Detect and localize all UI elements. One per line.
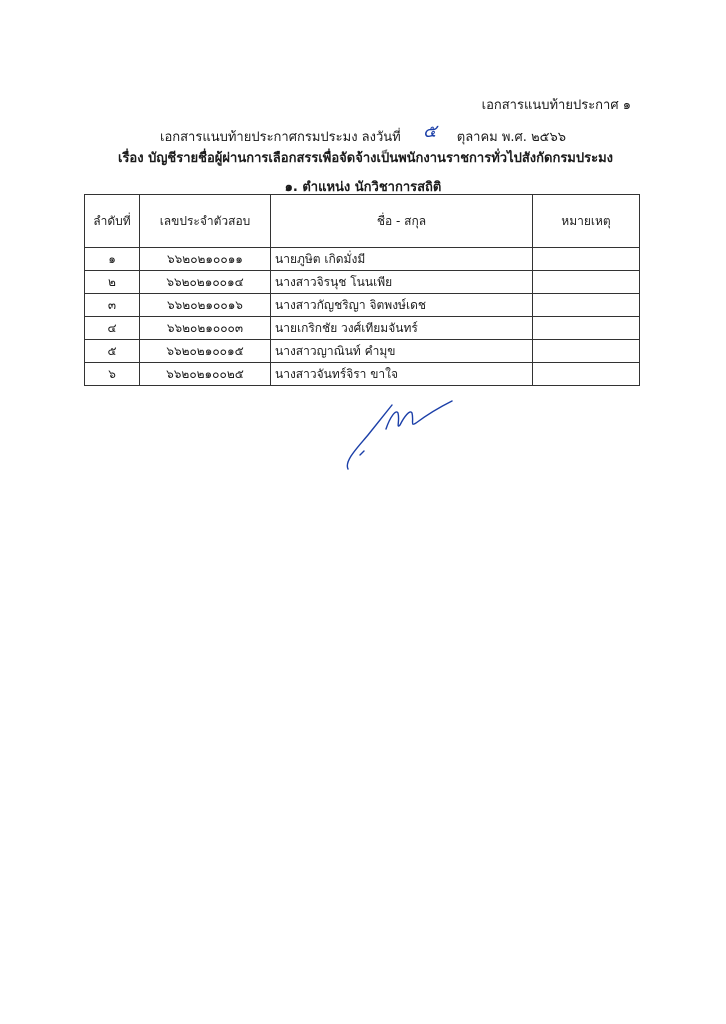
signature-mark [340,395,470,475]
position-title: ๑. ตำแหน่ง นักวิชาการสถิติ [284,180,442,195]
cell-name: นางสาวจันทร์จิรา ขาใจ [271,363,533,386]
cell-no: ๑ [85,248,140,271]
cell-remark [533,271,640,294]
table-row [85,294,640,317]
cell-exam-id: ๖๖๒๐๒๑๐๐๐๓ [140,317,271,340]
cell-no: ๕ [85,340,140,363]
header-name: ชื่อ - สกุล [271,195,533,248]
cell-remark [533,317,640,340]
cell-exam-id: ๖๖๒๐๒๑๐๐๒๕ [140,363,271,386]
subject-line: เรื่อง บัญชีรายชื่อผู้ผ่านการเลือกสรรเพื่อจัดจ้างเป็นพนักงานราชการทั่วไปสังกัดกรมประมง [118,151,614,166]
cell-name: นายเกริกชัย วงศ์เทียมจันทร์ [271,317,533,340]
cell-remark [533,363,640,386]
cell-exam-id: ๖๖๒๐๒๑๐๐๑๔ [140,271,271,294]
table-row [85,317,640,340]
table-row [85,248,640,271]
table-row [85,363,640,386]
cell-name: นายภูษิต เกิดมั่งมี [271,248,533,271]
cell-name: นางสาวญาณินท์ คำมุข [271,340,533,363]
table-row [85,271,640,294]
cell-exam-id: ๖๖๒๐๒๑๐๐๑๑ [140,248,271,271]
candidate-table [84,194,640,386]
header-exam-id: เลขประจำตัวสอบ [140,195,271,248]
signature-stroke [347,401,452,469]
cell-remark [533,294,640,317]
cell-name: นางสาวจิรนุช โนนเพีย [271,271,533,294]
header-day: ๕ [422,121,437,142]
header-no: ลำดับที่ [85,195,140,248]
cell-no: ๔ [85,317,140,340]
cell-no: ๓ [85,294,140,317]
table-header-row [85,195,640,248]
table-row [85,340,640,363]
header-month-year: ตุลาคม พ.ศ. ๒๕๖๖ [456,130,566,145]
cell-remark [533,248,640,271]
attachment-label: เอกสารแนบท้ายประกาศ ๑ [481,98,631,113]
cell-exam-id: ๖๖๒๐๒๑๐๐๑๖ [140,294,271,317]
cell-remark [533,340,640,363]
header-remark: หมายเหตุ [533,195,640,248]
cell-name: นางสาวกัญชริญา จิตพงษ์เดช [271,294,533,317]
cell-exam-id: ๖๖๒๐๒๑๐๐๑๕ [140,340,271,363]
header-line [160,120,566,149]
header-prefix: เอกสารแนบท้ายประกาศกรมประมง ลงวันที่ [160,130,401,145]
cell-no: ๒ [85,271,140,294]
cell-no: ๖ [85,363,140,386]
